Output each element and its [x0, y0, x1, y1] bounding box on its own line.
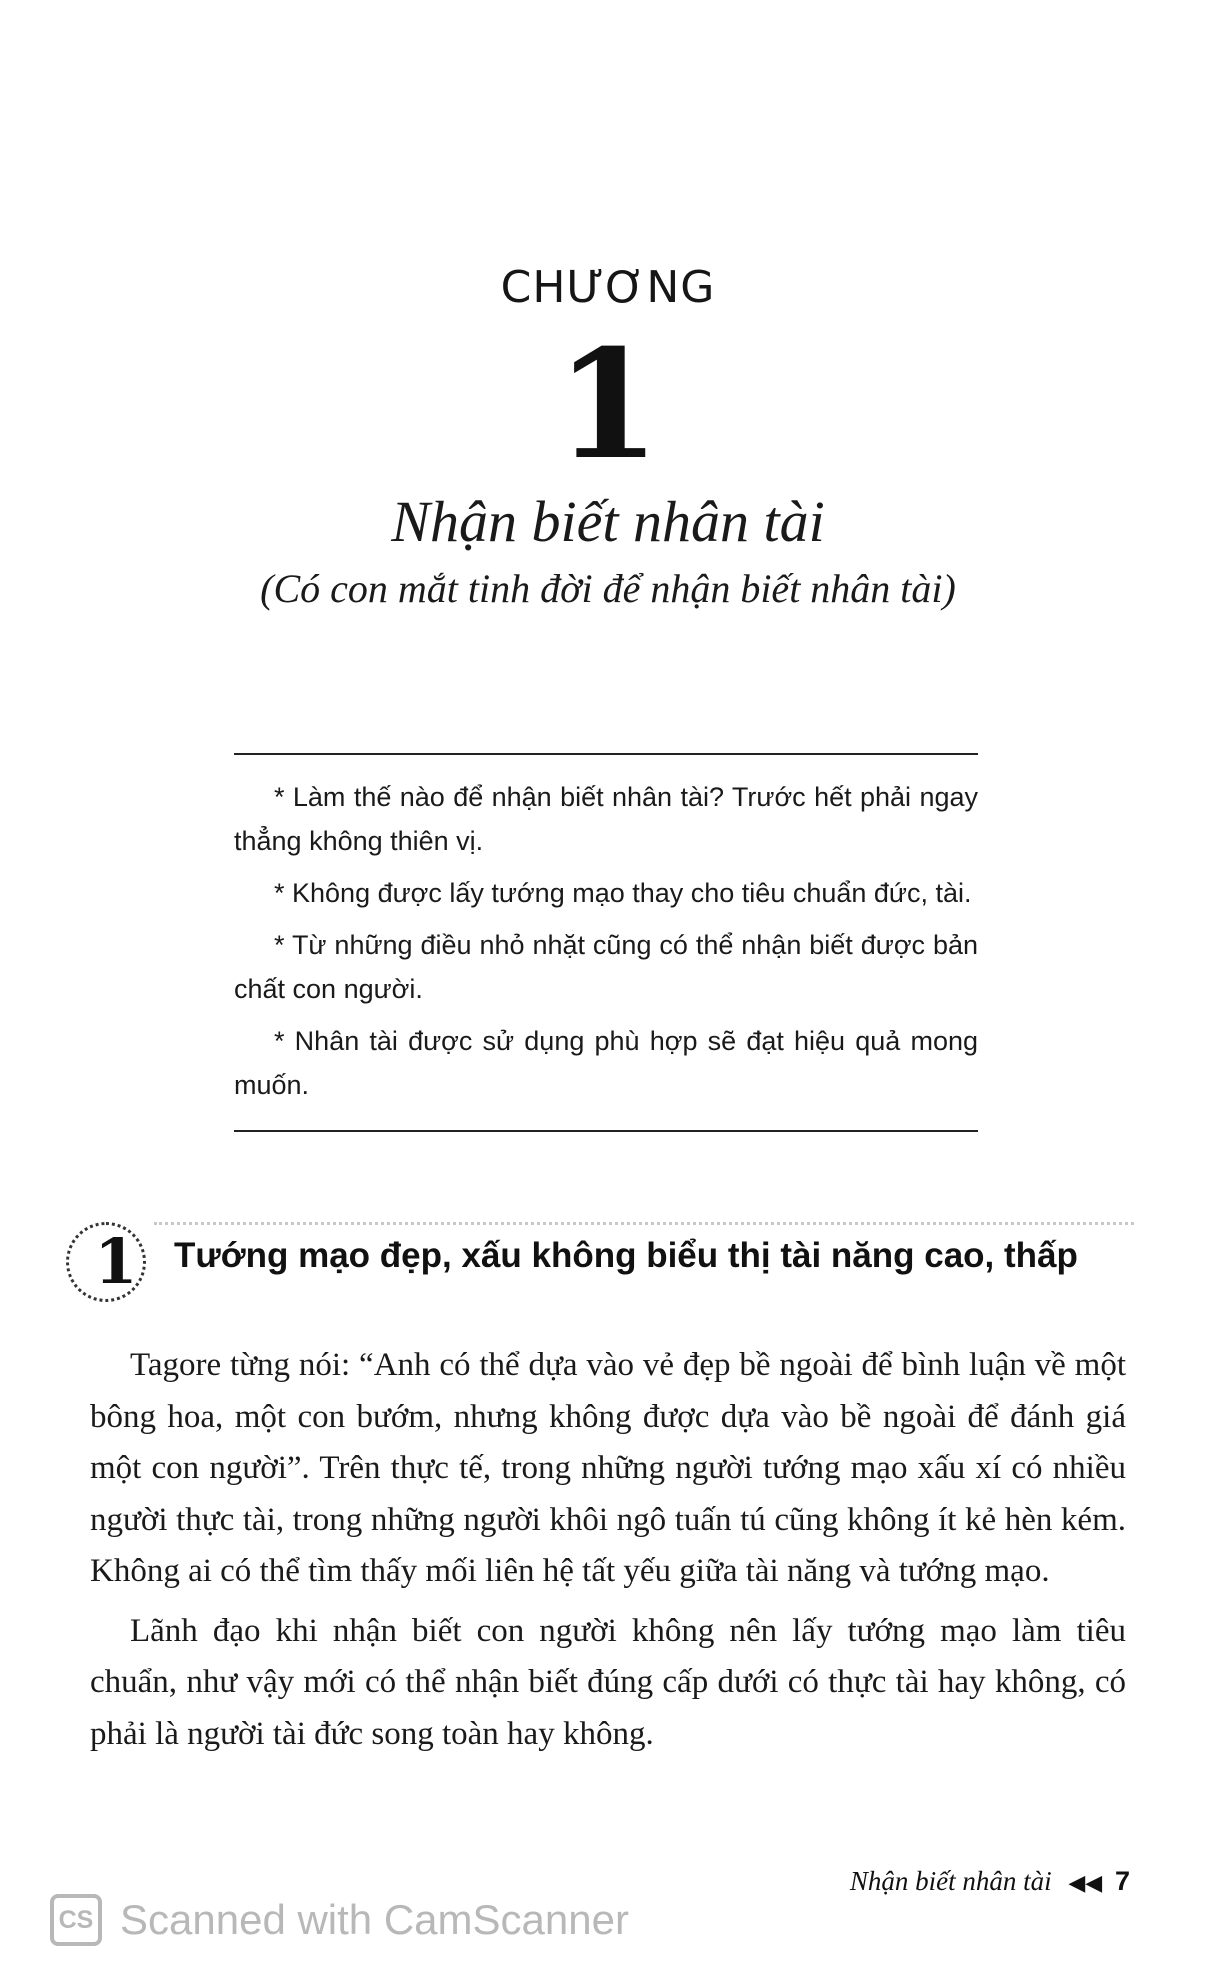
running-title: Nhận biết nhân tài	[849, 1866, 1052, 1896]
chapter-subtitle: (Có con mắt tinh đời để nhận biết nhân tài)	[260, 566, 956, 611]
page-number: 7	[1114, 1866, 1130, 1896]
watermark-text: Scanned with CamScanner	[120, 1896, 629, 1943]
summary-item: * Làm thế nào để nhận biết nhân tài? Trước hết phải ngay thẳng không thiên vị.	[234, 782, 978, 856]
summary-top-divider	[234, 753, 978, 755]
summary-bottom-divider	[234, 1130, 978, 1132]
section-heading	[66, 1222, 1086, 1302]
section-title: Tướng mạo đẹp, xấu không biểu thị tài năng cao, thấp	[174, 1236, 1078, 1275]
chapter-label: CHƯƠNG	[500, 262, 716, 313]
section-number: 1	[94, 1225, 138, 1298]
chapter-summary	[234, 775, 978, 1115]
chapter-title: Nhận biết nhân tài	[391, 489, 825, 554]
camscanner-watermark	[50, 1890, 629, 1950]
summary-item: * Từ những điều nhỏ nhặt cũng có thể nhận biết được bản chất con người.	[234, 930, 978, 1004]
page-footer	[850, 1866, 1130, 1897]
double-arrow-left-icon: ◀◀	[1068, 1870, 1103, 1895]
chapter-number: 1	[555, 317, 661, 493]
summary-item: * Không được lấy tướng mạo thay cho tiêu chuẩn đức, tài.	[274, 878, 972, 908]
body-paragraph: Tagore từng nói: “Anh có thể dựa vào vẻ đẹp bề ngoài để bình luận về một bông hoa, một con bướm, nhưng không được dựa vào bề ngoài để đánh giá một con người”. Trên thực tế, trong những người tướng mạo xấu xí có nhiều người thực tài, trong những người khôi ngô tuấn tú cũng không ít kẻ hèn kém. Không ai có thể tìm thấy mối liên hệ tất yếu giữa tài năng và tướng mạo.	[90, 1347, 1126, 1589]
body-paragraph: Lãnh đạo khi nhận biết con người không nên lấy tướng mạo làm tiêu chuẩn, như vậy mới có thể nhận biết đúng cấp dưới có thực tài hay không, có phải là người tài đức song toàn hay không.	[90, 1612, 1126, 1752]
heading-dotted-line	[154, 1222, 1134, 1227]
body-text	[90, 1340, 1126, 1768]
camscanner-logo-icon: CS	[50, 1894, 102, 1946]
summary-item: * Nhân tài được sử dụng phù hợp sẽ đạt hiệu quả mong muốn.	[234, 1026, 978, 1100]
